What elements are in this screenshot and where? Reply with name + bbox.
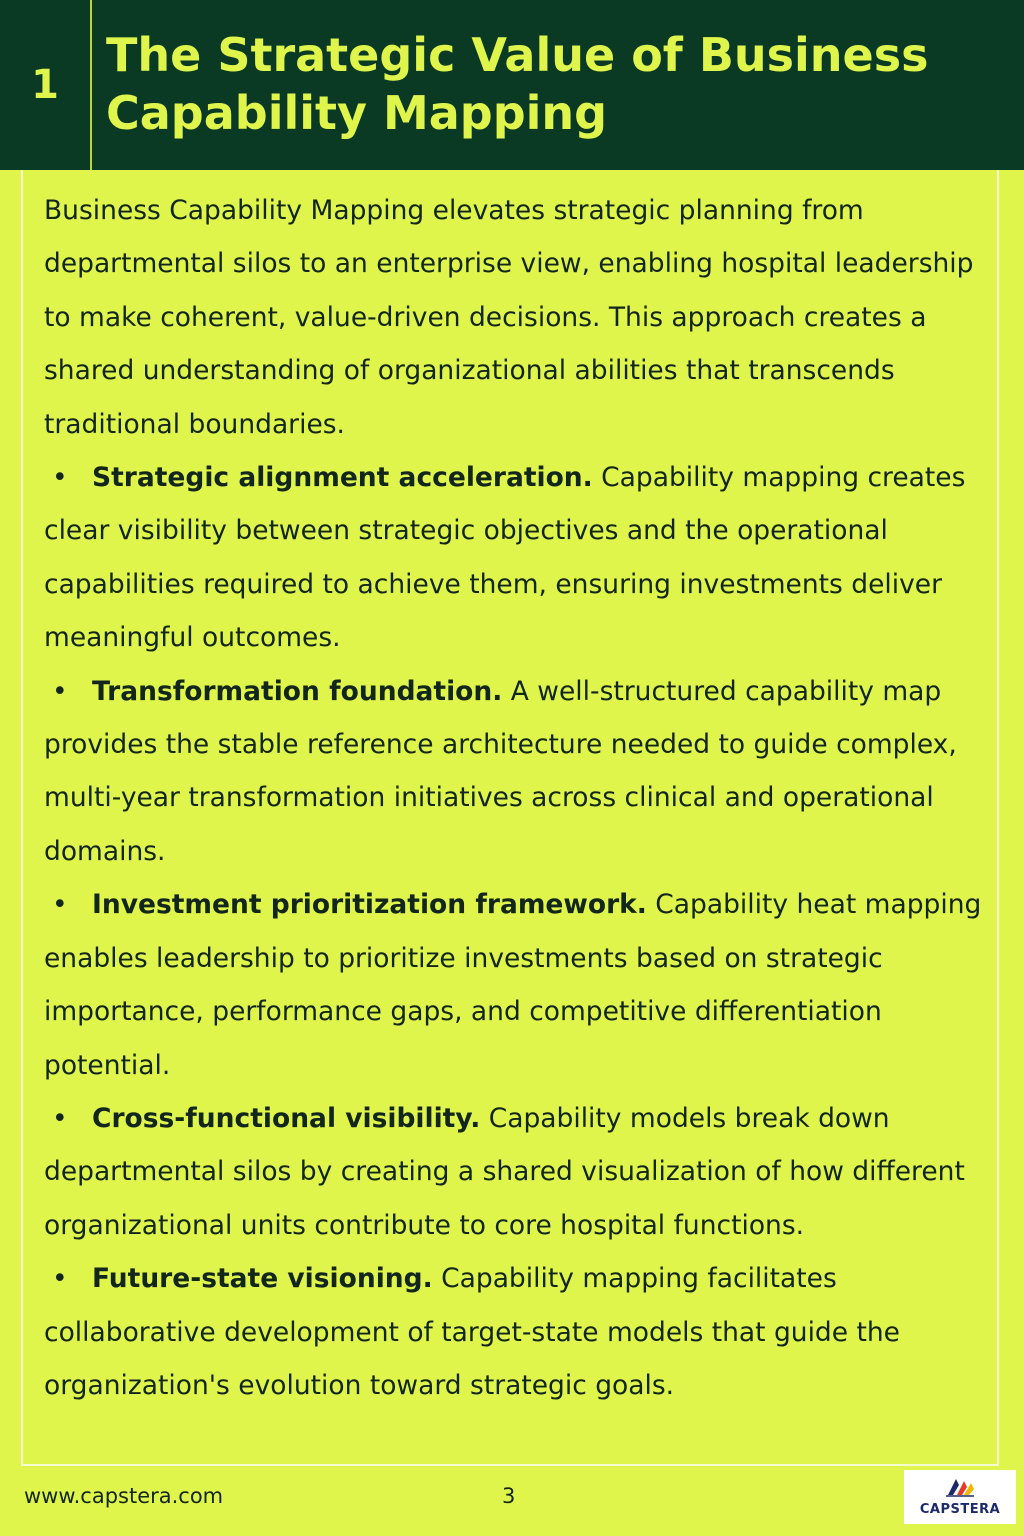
bullet-title: Future-state visioning. <box>92 1263 433 1295</box>
logo-wordmark: CAPSTERA <box>919 1502 1001 1517</box>
bullet-icon: • <box>52 1102 68 1134</box>
bullet-text: A well-structured capability map provides the stable reference architecture needed to guide complex, multi-year transformation initiatives across clinical and operational domains. <box>44 675 957 867</box>
bullet-title: Investment prioritization framework. <box>92 889 647 921</box>
bullet-title: Cross-functional visibility. <box>92 1102 481 1134</box>
page-number: 3 <box>502 1484 516 1508</box>
bullet-item-transformation-foundation <box>44 665 984 879</box>
content-body <box>44 184 984 1412</box>
bullet-icon: • <box>52 462 68 494</box>
bullet-icon: • <box>52 1263 68 1295</box>
bullet-item-cross-functional <box>44 1092 984 1252</box>
bullet-item-strategic-alignment <box>44 451 984 665</box>
bullet-item-future-state <box>44 1252 984 1412</box>
bullet-icon: • <box>52 889 68 921</box>
header-divider <box>90 0 92 170</box>
section-number: 1 <box>31 62 59 108</box>
bullet-text: Capability mapping creates clear visibility between strategic objectives and the operational capabilities required to achieve them, ensuring investments deliver meaningful outcomes. <box>44 462 966 654</box>
capstera-logo <box>904 1470 1016 1524</box>
footer-website-link[interactable]: www.capstera.com <box>24 1484 224 1508</box>
bullet-title: Transformation foundation. <box>92 675 503 707</box>
bullet-text: Capability mapping facilitates collaborative development of target-state models that guide the organization's evolution toward strategic goals. <box>44 1263 900 1401</box>
bullet-text: Capability models break down departmental silos by creating a shared visualization of how different organizational units contribute to core hospital functions. <box>44 1102 965 1241</box>
bullet-text: Capability heat mapping enables leadership to prioritize investments based on strategic importance, performance gaps, and competitive differentiation potential. <box>44 889 982 1081</box>
page-title: The Strategic Value of Business Capability Mapping <box>106 28 929 140</box>
bullet-title: Strategic alignment acceleration. <box>92 462 593 494</box>
bullet-icon: • <box>52 675 68 707</box>
intro-paragraph: Business Capability Mapping elevates strategic planning from departmental silos to an enterprise view, enabling hospital leadership to make coherent, value-driven decisions. This approach creates a shared understanding of organizational abilities that transcends traditional boundaries. <box>44 195 974 440</box>
bullet-item-investment-prioritization <box>44 878 984 1092</box>
page-header <box>0 0 1024 170</box>
capstera-logo-icon <box>942 1473 978 1499</box>
